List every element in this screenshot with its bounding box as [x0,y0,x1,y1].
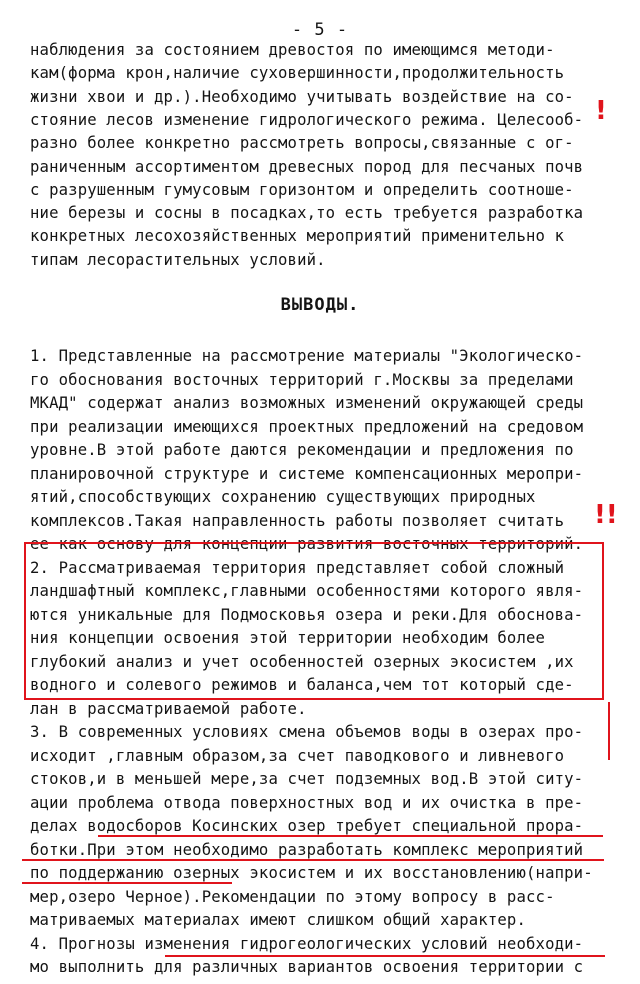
text-line: водного и солевого режимов и баланса,чем тот который сде- [30,676,574,694]
text-line: го обоснования восточных территорий г.Москвы за пределами [30,370,574,389]
text-line: раниченным ассортиментом древесных пород для песчаных почв [30,157,584,176]
underline-item-3a [98,835,603,837]
section-heading: ВЫВОДЫ. [280,295,360,315]
text-line: лан в рассматриваемой работе. [30,699,307,718]
text-line: типам лесорастительных условий. [30,250,326,269]
exclamation-mark-1: ! [595,96,607,126]
text-line: жизни хвои и др.).Необходимо учитывать воздействие на со- [30,87,574,106]
text-line: конкретных лесохозяйственных мероприятий применительно к [30,227,565,246]
text-line: ние березы и сосны в посадках,то есть требуется разработка [30,204,584,223]
underline-item-3b [22,859,604,861]
text-line: ятий,способствующих сохранению существующих природных [30,488,536,506]
page-number: - 5 - [291,20,349,40]
text-line: комплексов.Такая направленность работы позволяет считать [30,511,565,530]
text-line: делах водосборов Косинских озер требует специальной прора- [30,817,584,835]
text-line: по поддержанию озерных экосистем и их восстановлению(напри- [30,864,593,882]
text-line: с разрушенным гумусовым горизонтом и определить соотноше- [30,180,574,199]
text-line: планировочной структуре и системе компенсационных меропри- [30,464,584,483]
text-line: мо выполнить для различных вариантов освоения территории с [30,958,584,976]
text-line: 3. В современных условиях смена объемов воды в озерах про- [30,723,584,741]
text-line: ния концепции освоения этой территории необходим более [30,629,546,647]
text-line: стоков,и в меньшей мере,за счет подземных вод.В этой ситу- [30,770,584,788]
text-line: исходит ,главным образом,за счет паводкового и ливневого [30,746,565,765]
text-line: стояние лесов изменение гидрологического режима. Целесооб- [30,110,584,129]
text-line: 1. Представленные на рассмотрение материалы "Экологическо- [30,347,584,365]
text-line: кам(форма крон,наличие суховершинности,продолжительность [30,64,565,83]
text-line: 2. Рассматриваемая территория представляет собой сложный [30,558,565,577]
underline-item-4 [165,955,605,957]
text-line: разно более конкретно рассмотреть вопросы,связанные с ог- [30,134,574,153]
exclamation-mark-2: !! [594,500,618,530]
text-line: ются уникальные для Подмосковья озера и реки.Для обоснова- [30,605,584,624]
margin-bar-item-3 [608,702,610,760]
underline-item-3c [22,882,232,884]
text-line: ее как основу для концепции развития восточных территорий. [30,535,584,553]
text-line: мер,озеро Черное).Рекомендации по этому вопросу в расс- [30,887,555,906]
text-line: ботки.При этом необходимо разработать комплекс мероприятий [30,840,584,859]
text-line: 4. Прогнозы изменения гидрогеологических условий необходи- [30,934,584,953]
text-line: при реализации имеющихся проектных предложений на средовом [30,417,584,436]
text-line: ации проблема отвода поверхностных вод и их очистка в пре- [30,793,584,812]
text-line: матриваемых материалах имеют слишком общий характер. [30,911,526,929]
text-line: уровне.В этой работе даются рекомендации и предложения по [30,441,574,459]
text-line: глубокий анализ и учет особенностей озерных экосистем ,их [30,652,574,671]
text-line: наблюдения за состоянием древостоя по имеющимся методи- [30,41,555,59]
text-line: ландшафтный комплекс,главными особенностями которого явля- [30,582,584,600]
text-line: МКАД" содержат анализ возможных изменений окружающей среды [30,394,584,412]
highlight-box-item-2 [24,542,604,700]
